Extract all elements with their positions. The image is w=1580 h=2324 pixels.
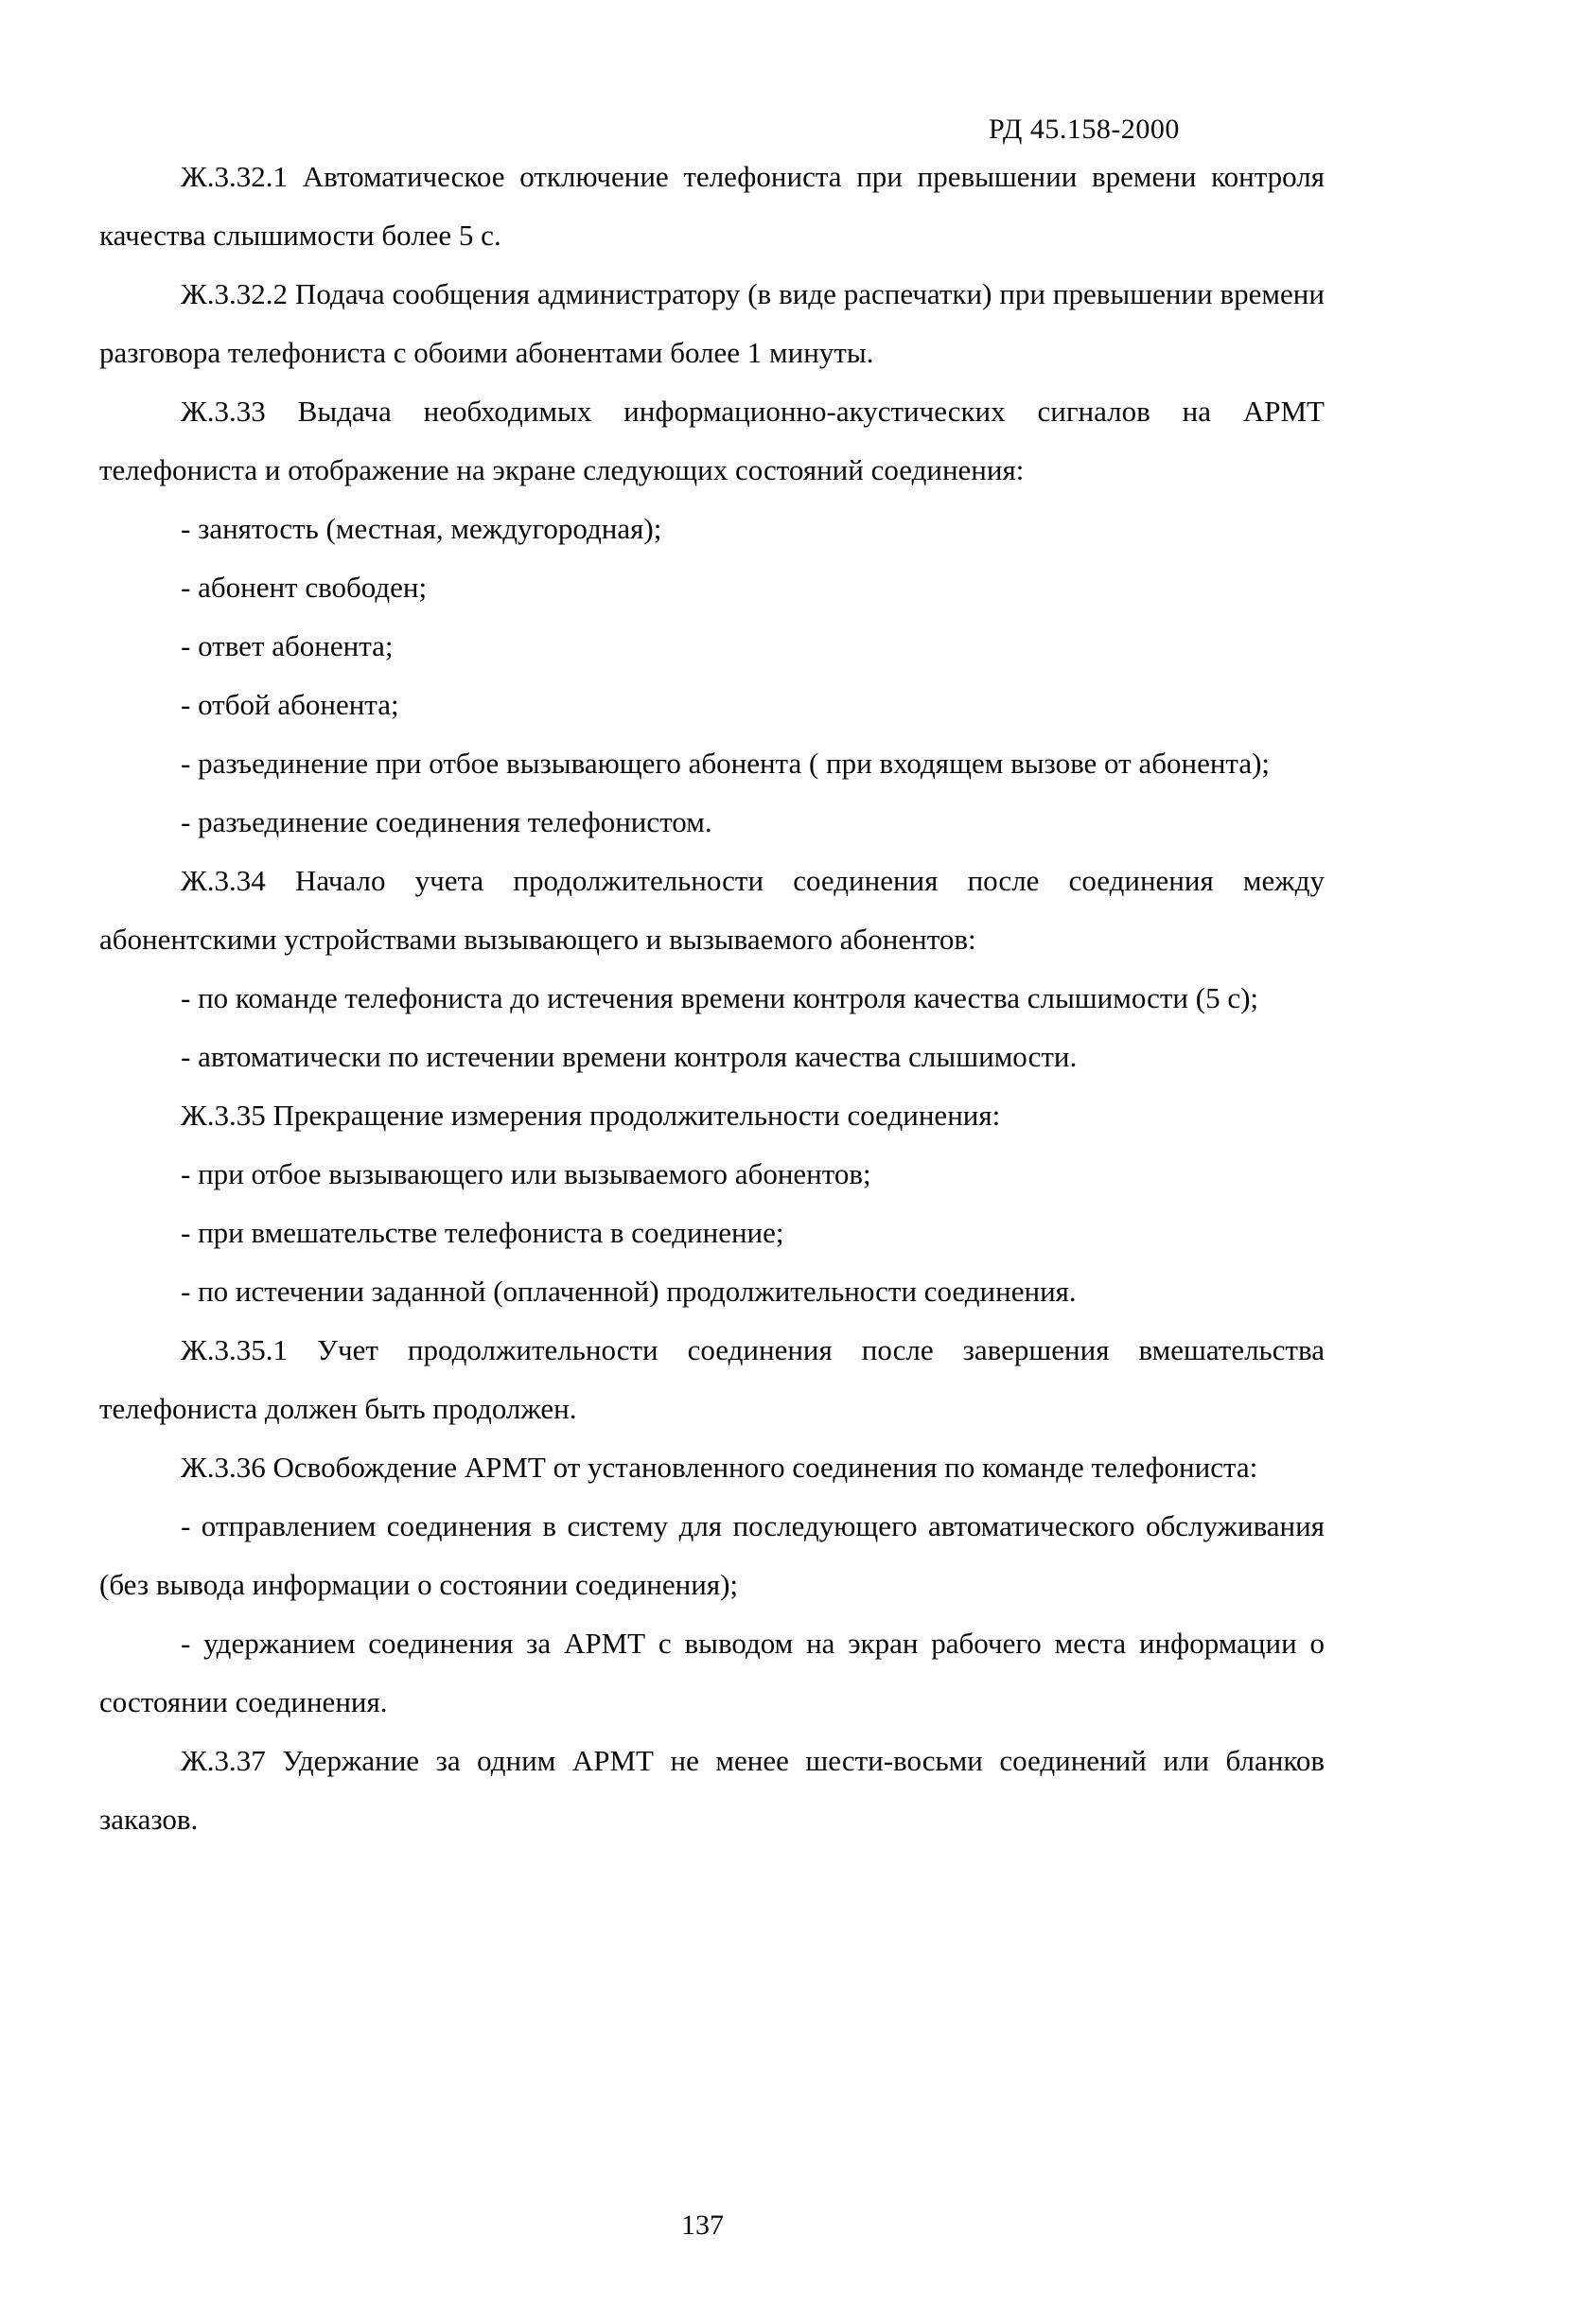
list-item: - автоматически по истечении времени контроля качества слышимости. xyxy=(181,1040,1078,1073)
clause-zh-3-37: Ж.3.37 Удержание за одним АРМТ не менее шести-восьми соединений или бланков заказов. xyxy=(99,1744,1325,1836)
clause-zh-3-32-1: Ж.3.32.1 Автоматическое отключение телефониста при превышении времени контроля качества слышимости более 5 с. xyxy=(99,160,1325,252)
list-item: - по истечении заданной (оплаченной) продолжительности соединения. xyxy=(181,1275,1077,1308)
page-number: 137 xyxy=(681,2210,724,2241)
list-item: - разъединение при отбое вызывающего абонента ( при входящем вызове от абонента); xyxy=(181,747,1271,780)
document-body xyxy=(99,148,1325,1849)
clause-zh-3-35: Ж.3.35 Прекращение измерения продолжительности соединения: xyxy=(181,1099,1001,1132)
list-item: - ответ абонента; xyxy=(181,629,394,662)
list-item: - разъединение соединения телефонистом. xyxy=(181,805,712,838)
list-item: - при отбое вызывающего или вызываемого абонентов; xyxy=(181,1157,871,1190)
list-item: - по команде телефониста до истечения времени контроля качества слышимости (5 с); xyxy=(181,981,1259,1014)
list-item: - отправлением соединения в систему для последующего автоматического обслуживания (без вывода информации о состоянии соединения); xyxy=(99,1509,1325,1601)
list-item: - при вмешательстве телефониста в соединение; xyxy=(181,1216,784,1249)
clause-zh-3-35-1: Ж.3.35.1 Учет продолжительности соединения после завершения вмешательства телефониста должен быть продолжен. xyxy=(99,1333,1325,1425)
clause-zh-3-33: Ж.3.33 Выдача необходимых информационно-акустических сигналов на АРМТ телефониста и отображение на экране следующих состояний соединения: xyxy=(99,395,1325,486)
clause-zh-3-32-2: Ж.3.32.2 Подача сообщения администратору (в виде распечатки) при превышении времени разговора телефониста с обоими абонентами более 1 минуты. xyxy=(99,277,1325,369)
list-item: - удержанием соединения за АРМТ с выводом на экран рабочего места информации о состоянии соединения. xyxy=(99,1627,1325,1718)
list-item: - занятость (местная, междугородная); xyxy=(181,512,662,545)
list-item: - отбой абонента; xyxy=(181,688,399,721)
clause-zh-3-36: Ж.3.36 Освобождение АРМТ от установленного соединения по команде телефониста: xyxy=(181,1451,1258,1484)
clause-zh-3-34: Ж.3.34 Начало учета продолжительности соединения после соединения между абонентскими устройствами вызывающего и вызываемого абонентов: xyxy=(99,864,1325,956)
document-code: РД 45.158-2000 xyxy=(989,114,1180,145)
list-item: - абонент свободен; xyxy=(181,571,428,604)
